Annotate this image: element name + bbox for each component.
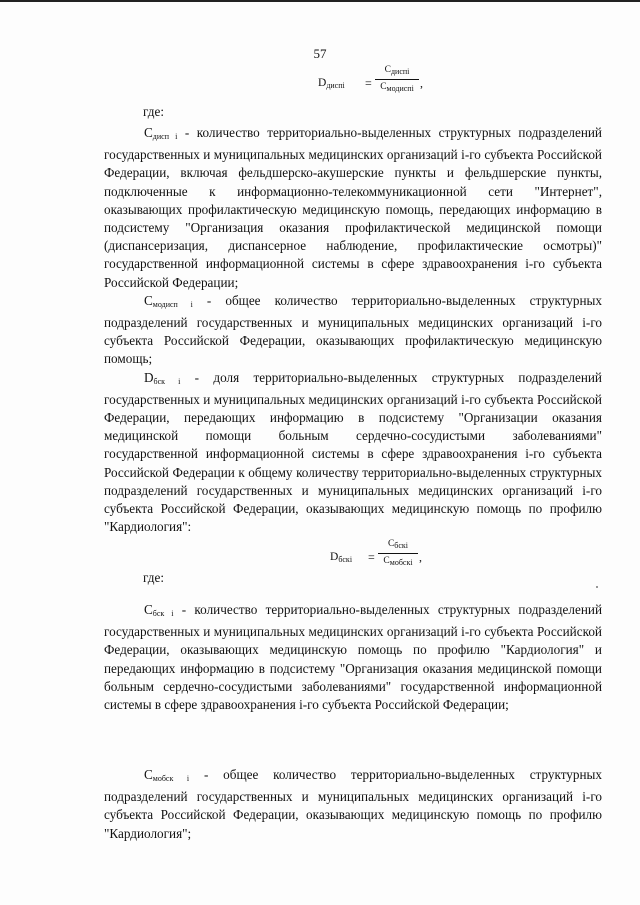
denominator: $C_{модиспi}$ bbox=[380, 82, 414, 93]
scan-speck bbox=[596, 586, 598, 588]
formula-comma: , bbox=[419, 550, 422, 564]
formula-comma: , bbox=[420, 76, 423, 90]
symbol-c-bsk: $C_{бск i}$ bbox=[144, 602, 174, 618]
symbol-c-modisp: $C_{модисп i}$ bbox=[144, 292, 193, 309]
denominator: $C_{мобскi}$ bbox=[383, 556, 413, 567]
equals-sign: = bbox=[368, 550, 375, 564]
where-label: где: bbox=[143, 570, 164, 585]
fraction bbox=[375, 64, 419, 95]
text-block-2 bbox=[104, 601, 602, 714]
paragraph-c-bsk: $C_{бск i}$ - количество территориально-выделенных структурных подразделений государственных и муниципальных медицинских организаций i-го субъекта Российской Федерации, оказывающих медицинскую помощь по профилю "Кардиология" и передающих информацию в подсистему "Организация оказания медицинской помощи больным сердечно-сосудистыми заболеваниями" государственной информационной системы в сфере здравоохранения i-го субъекта Российской Федерации; bbox=[104, 602, 602, 713]
top-border-line bbox=[0, 0, 640, 2]
formula-lhs: $D_{диспi}$ bbox=[318, 77, 345, 90]
equals-sign: = bbox=[365, 76, 372, 90]
text-block-1 bbox=[104, 124, 602, 536]
fraction bbox=[378, 538, 418, 569]
numerator: $C_{бскi}$ bbox=[387, 539, 409, 550]
paragraph-c-modisp: $C_{модисп i}$ - общее количество территориально-выделенных структурных подразделений государственных и муниципальных медицинских организаций i-го субъекта Российской Федерации, оказывающих профилактическую медицинскую помощь; bbox=[104, 292, 602, 367]
where-label: где: bbox=[143, 104, 164, 119]
fraction-bar bbox=[378, 553, 418, 554]
paragraph-c-disp: $C_{дисп i}$ - количество территориально-выделенных структурных подразделений государственных и муниципальных медицинских организаций i-го субъекта Российской Федерации, включая фельдшерско-акушерские пункты и фельдшерские пункты, подключенные к информационно-телекоммуникационной сети "Интернет", оказывающих профилактическую медицинскую помощь, передающих информацию в подсистему "Организация оказания профилактической медицинской помощи (диспансеризация, диспансерное наблюдение, профилактические осмотры)" государственной информационной системы в сфере здравоохранения i-го субъекта Российской Федерации; bbox=[104, 125, 602, 290]
numerator: $C_{диспi}$ bbox=[384, 65, 410, 76]
page-number: 57 bbox=[313, 46, 327, 61]
paragraph-d-bsk: $D_{бск i}$ - доля территориально-выделенных структурных подразделений государственных и муниципальных медицинских организаций i-го субъекта Российской Федерации, передающих информацию в подсистему "Организации оказания медицинской помощи больным сердечно-сосудистыми заболеваниями" государственной информационной системы в сфере здравоохранения i-го субъекта Российской Федерации к общему количеству территориально-выделенных структурных подразделений государственных и муниципальных медицинских организаций i-го субъекта Российской Федерации, оказывающих медицинскую помощь по профилю "Кардиология": bbox=[104, 369, 602, 535]
fraction-bar bbox=[375, 79, 419, 80]
paragraph-c-mobsk: $C_{мобск i}$ - общее количество территориально-выделенных структурных подразделений государственных и муниципальных медицинских организаций i-го субъекта Российской Федерации, оказывающих медицинскую помощь по профилю "Кардиология"; bbox=[104, 767, 603, 841]
symbol-c-disp: $C_{дисп i}$ bbox=[144, 125, 178, 141]
formula-d-disp bbox=[318, 64, 428, 104]
text-block-3 bbox=[104, 766, 602, 843]
formula-lhs: $D_{бскi}$ bbox=[330, 551, 353, 564]
symbol-c-mobsk: $C_{мобск i}$ bbox=[144, 767, 190, 783]
symbol-d-bsk: $D_{бск i}$ bbox=[144, 369, 181, 386]
formula-d-bsk bbox=[330, 538, 430, 578]
